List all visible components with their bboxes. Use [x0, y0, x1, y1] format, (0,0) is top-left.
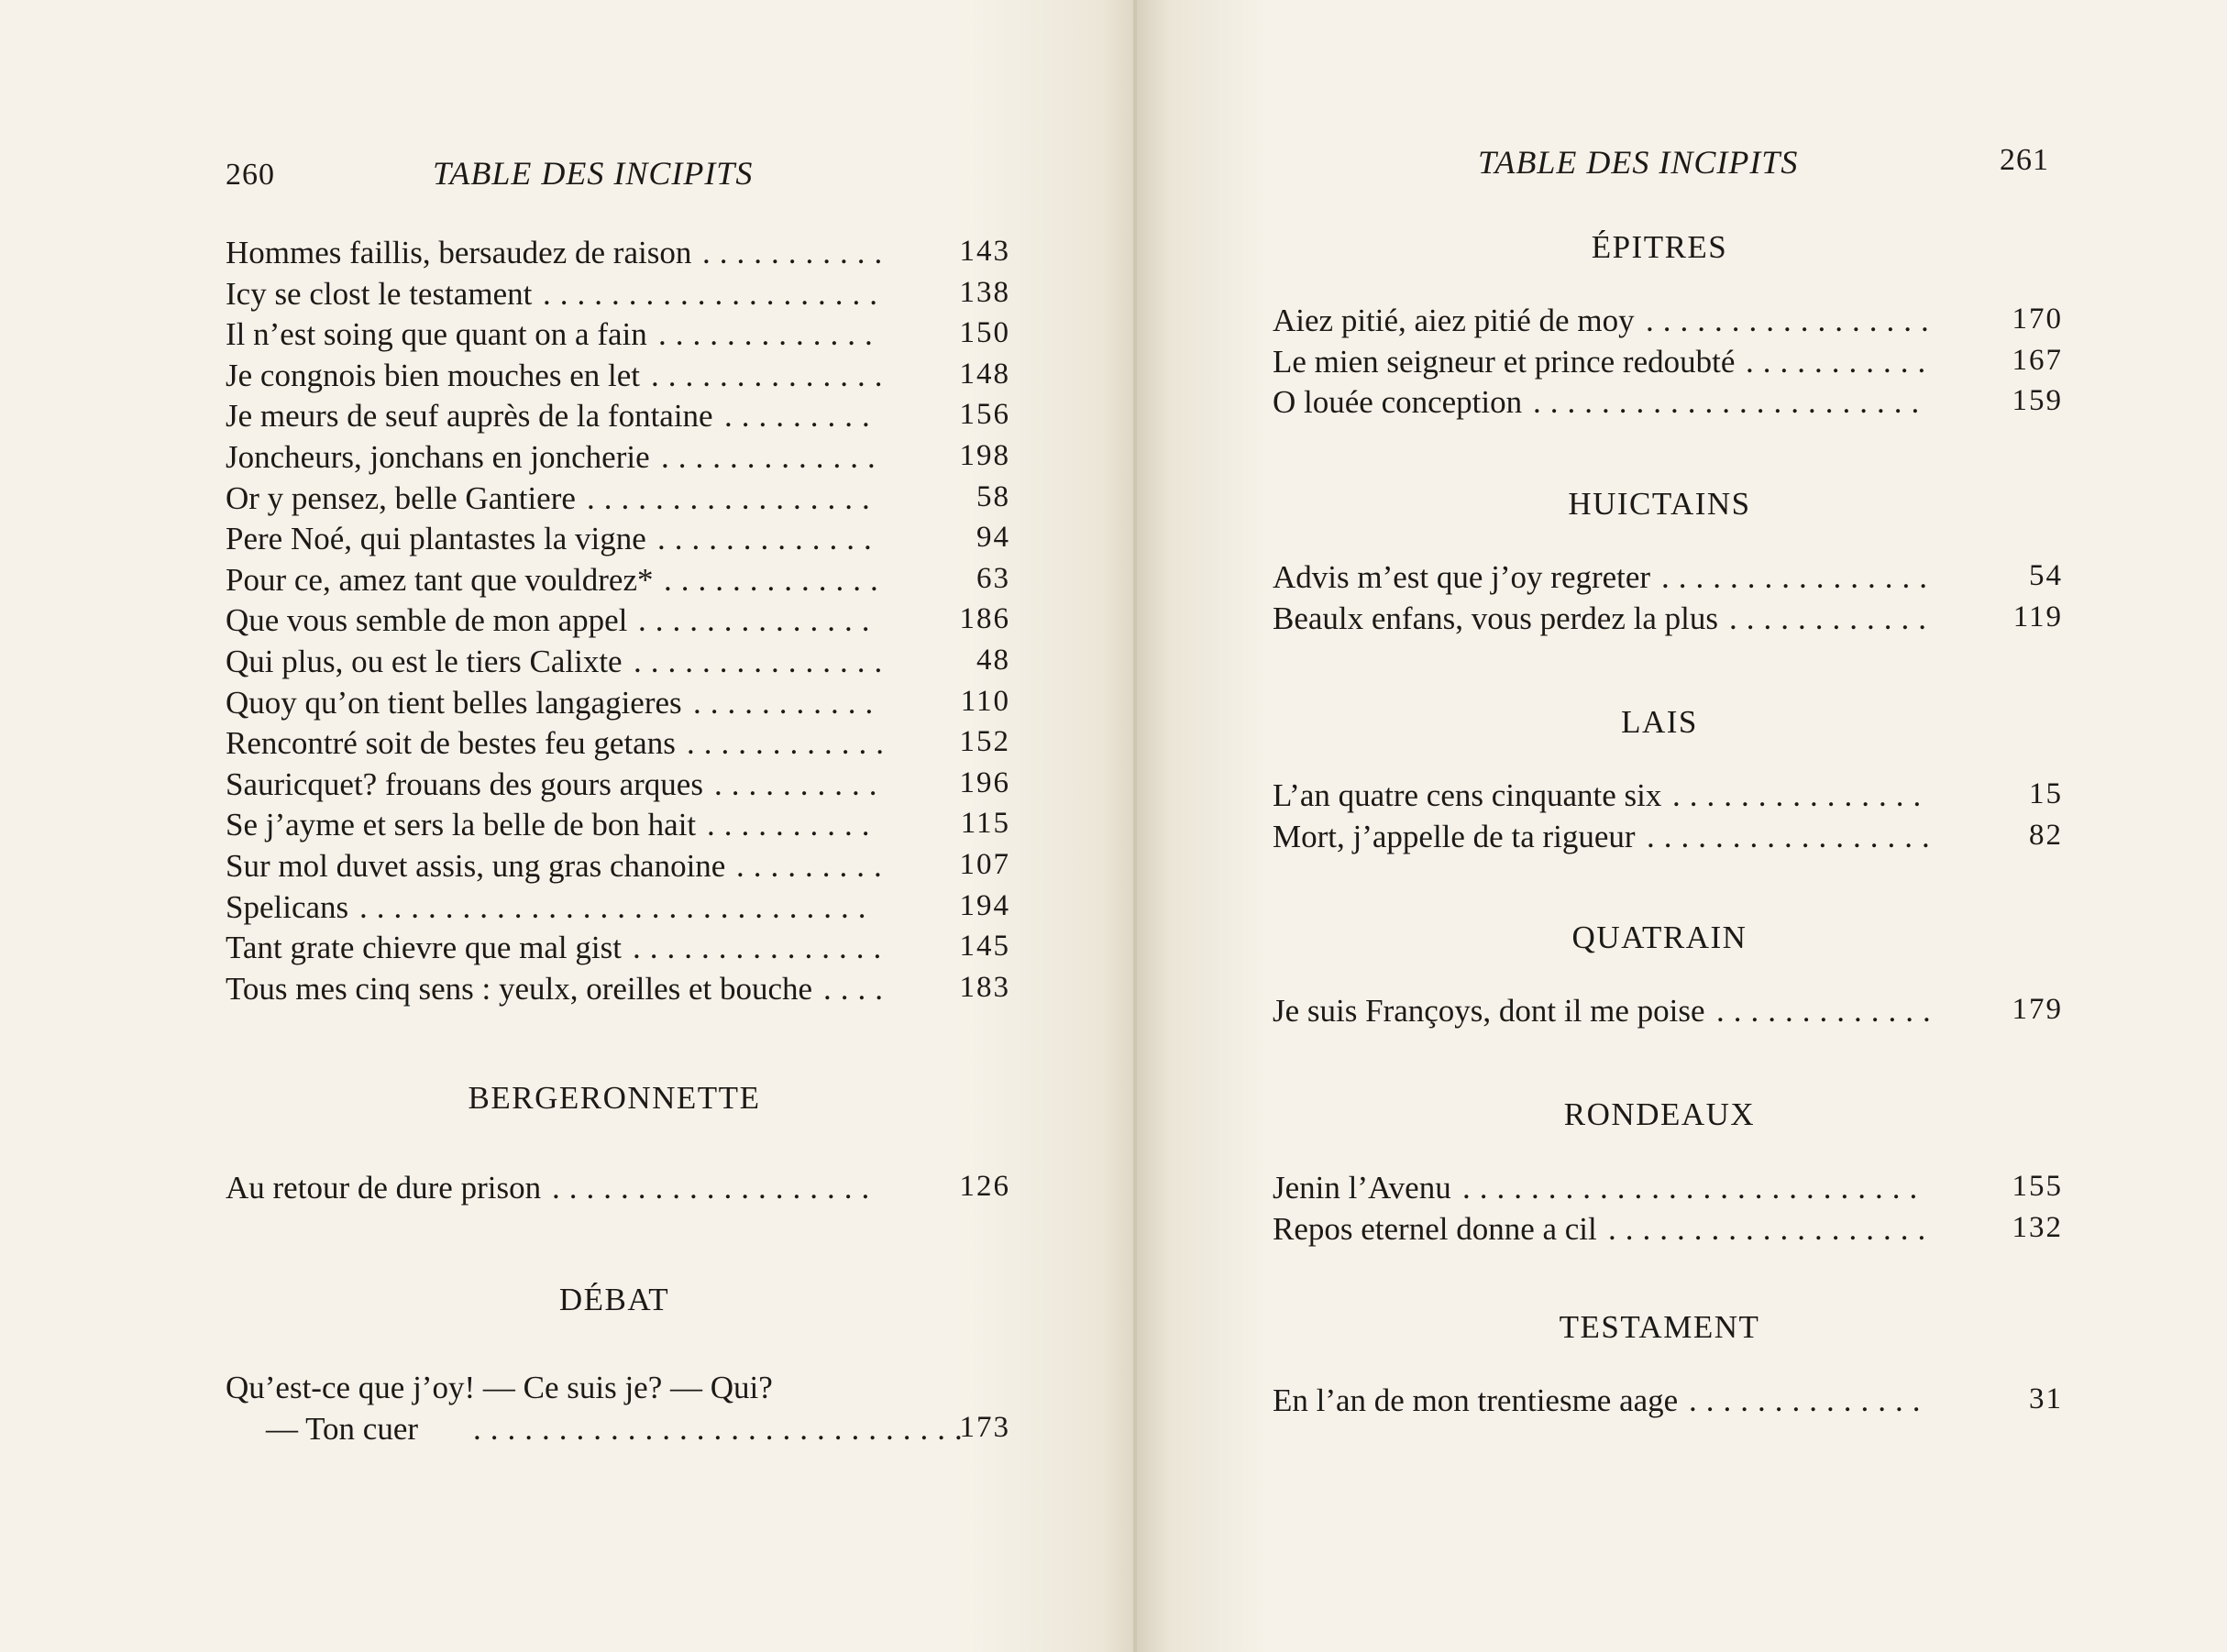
incipit-text: Je congnois bien mouches en let [226, 357, 640, 393]
incipit-list-debat [226, 1370, 1010, 1451]
incipit-list [1273, 303, 2063, 425]
incipit-page-number: 48 [976, 643, 1010, 677]
leader-dots: ............... [633, 930, 891, 966]
list-item [226, 276, 1010, 317]
list-item [226, 316, 1010, 358]
incipit-page-number: 196 [959, 765, 1010, 799]
incipit-text: Que vous semble de mon appel [226, 602, 628, 639]
incipit-page-number: 54 [2029, 559, 2063, 592]
incipit-text: Hommes faillis, bersaudez de raison [226, 235, 692, 270]
list-item [1273, 777, 2063, 819]
list-item [226, 480, 1010, 522]
incipit-list [1273, 559, 2063, 641]
incipit-page-number: 173 [959, 1410, 1010, 1444]
running-title-right: TABLE DES INCIPITS [1478, 144, 1799, 181]
list-item [1273, 993, 2063, 1034]
section-title-testament: TESTAMENT [1559, 1309, 1760, 1345]
leader-dots: ............ [687, 725, 893, 762]
incipit-text: — Ton cuer [266, 1410, 419, 1447]
incipit-page-number: 145 [959, 930, 1010, 964]
incipit-text: Qu’est-ce que j’oy! — Ce suis je? — Qui? [226, 1370, 773, 1405]
list-item [1273, 303, 2063, 344]
incipit-page-number: 119 [2012, 600, 2063, 633]
leader-dots: ............................. [473, 1410, 972, 1447]
incipit-text: L’an quatre cens cinquante six [1273, 777, 1662, 813]
list-item [226, 439, 1010, 480]
incipit-page-number: 155 [2012, 1170, 2063, 1203]
list-item [226, 602, 1010, 644]
leader-dots: ................... [552, 1170, 879, 1206]
incipit-page-number: 82 [2029, 818, 2063, 852]
leader-dots: ......... [736, 847, 891, 884]
leader-dots: ............ [1729, 600, 1935, 636]
incipit-list [1273, 777, 2063, 859]
leader-dots: ........... [693, 684, 883, 721]
incipit-text: Tant grate chievre que mal gist [226, 930, 622, 966]
incipit-text: Se j’ayme et sers la belle de bon hait [226, 807, 697, 843]
list-item [1273, 559, 2063, 600]
list-item [226, 889, 1010, 931]
list-item [226, 807, 1010, 848]
incipit-text: Repos eternel donne a cil [1273, 1210, 1597, 1247]
incipit-text: Rencontré soit de bestes feu getans [226, 725, 676, 762]
incipit-page-number: 179 [2012, 993, 2063, 1026]
leader-dots: ............. [664, 561, 887, 598]
section-title-pitres: ÉPITRES [1591, 229, 1728, 265]
list-item [1273, 1170, 2063, 1211]
list-item [226, 562, 1010, 603]
leader-dots: .............. [651, 357, 892, 393]
incipit-page-number: 167 [2012, 343, 2063, 377]
incipit-text: Au retour de dure prison [226, 1170, 542, 1206]
incipit-text: Icy se clost le testament [226, 275, 533, 312]
list-item [226, 398, 1010, 439]
incipit-page-number: 194 [959, 888, 1010, 922]
incipit-page-number: 132 [2012, 1210, 2063, 1244]
incipit-text: Tous mes cinq sens : yeulx, oreilles et bouche [226, 970, 813, 1007]
list-item [226, 725, 1010, 766]
leader-dots: ............. [1716, 993, 1940, 1029]
incipit-text: Or y pensez, belle Gantiere [226, 479, 576, 516]
incipit-text: O louée conception [1273, 384, 1523, 421]
list-item [226, 1411, 1010, 1452]
leader-dots: .............. [638, 602, 879, 639]
list-item [1273, 344, 2063, 385]
incipit-text: Sauricquet? frouans des gours arques [226, 765, 703, 802]
incipit-text: Je meurs de seuf auprès de la fontaine [226, 398, 713, 435]
leader-dots: ................. [1647, 818, 1939, 854]
list-item [226, 521, 1010, 562]
leader-dots: .................... [543, 275, 887, 312]
list-item [226, 644, 1010, 685]
leader-dots: ............... [1672, 777, 1931, 813]
list-item [226, 930, 1010, 971]
leader-dots: ............... [634, 643, 892, 679]
incipit-list [1273, 1382, 2063, 1424]
incipit-page-number: 115 [960, 807, 1010, 841]
incipit-page-number: 156 [959, 398, 1010, 432]
section-title-quatrain: QUATRAIN [1571, 920, 1747, 955]
incipit-text: Jenin l’Avenu [1273, 1170, 1451, 1206]
list-item [226, 766, 1010, 808]
leader-dots: ........................... [1462, 1170, 1927, 1206]
leader-dots: ................. [1646, 303, 1938, 338]
list-item [1273, 1211, 2063, 1252]
incipit-text: Pere Noé, qui plantastes la vigne [226, 521, 646, 557]
list-item [226, 685, 1010, 726]
incipit-page-number: 150 [959, 316, 1010, 350]
incipit-page-number: 152 [959, 725, 1010, 759]
list-item [226, 358, 1010, 399]
section-title-lais: LAIS [1621, 704, 1698, 740]
incipit-page-number: 110 [960, 684, 1010, 718]
leader-dots: ............. [661, 438, 885, 475]
leader-dots: ............. [658, 316, 882, 353]
incipit-text: Joncheurs, jonchans en joncherie [226, 438, 650, 475]
incipit-page-number: 198 [959, 438, 1010, 472]
list-item [226, 848, 1010, 889]
leader-dots: .............. [1689, 1382, 1930, 1418]
list-item [226, 235, 1010, 276]
incipit-list-main [226, 235, 1010, 1011]
leader-dots: ................... [1608, 1210, 1935, 1247]
leader-dots: .......... [714, 765, 887, 802]
incipit-page-number: 186 [959, 602, 1010, 636]
incipit-page-number: 143 [959, 235, 1010, 268]
incipit-text: Pour ce, amez tant que vouldrez* [226, 561, 654, 598]
list-item [226, 1370, 1010, 1411]
list-item [1273, 1382, 2063, 1424]
leader-dots: ................ [1661, 559, 1936, 595]
incipit-page-number: 107 [959, 847, 1010, 881]
leader-dots: ............. [657, 521, 881, 557]
incipit-text: En l’an de mon trentiesme aage [1273, 1382, 1679, 1418]
incipit-page-number: 63 [976, 561, 1010, 595]
section-title-huictains: HUICTAINS [1568, 486, 1751, 522]
incipit-text: Spelicans [226, 888, 349, 925]
leader-dots: ....................... [1533, 384, 1929, 421]
section-title-debat: DÉBAT [558, 1282, 670, 1317]
running-title-left: TABLE DES INCIPITS [433, 155, 754, 192]
leader-dots: .............................. [359, 888, 876, 925]
incipit-list-bergeronnette [226, 1170, 1010, 1211]
incipit-page-number: 138 [959, 275, 1010, 309]
incipit-page-number: 58 [976, 479, 1010, 513]
incipit-text: Beaulx enfans, vous perdez la plus [1273, 600, 1718, 636]
incipit-text: Qui plus, ou est le tiers Calixte [226, 643, 623, 679]
incipit-page-number: 148 [959, 357, 1010, 391]
section-title-bergeronnette: BERGERONNETTE [468, 1080, 761, 1116]
right-page [1137, 0, 2227, 1652]
incipit-text: Je suis Françoys, dont il me poise [1273, 993, 1705, 1029]
section-title-rondeaux: RONDEAUX [1563, 1096, 1756, 1132]
incipit-page-number: 126 [959, 1170, 1010, 1203]
incipit-page-number: 31 [2029, 1382, 2063, 1415]
incipit-text: Quoy qu’on tient belles langagieres [226, 684, 682, 721]
incipit-page-number: 159 [2012, 384, 2063, 418]
incipit-page-number: 183 [959, 970, 1010, 1004]
list-item [226, 971, 1010, 1012]
incipit-list [1273, 1170, 2063, 1251]
incipit-text: Aiez pitié, aiez pitié de moy [1273, 303, 1635, 338]
leader-dots: ................. [587, 479, 879, 516]
incipit-page-number: 15 [2029, 777, 2063, 810]
list-item [1273, 384, 2063, 425]
incipit-text: Mort, j’appelle de ta rigueur [1273, 818, 1636, 854]
page-number-left: 260 [226, 158, 275, 192]
leader-dots: .... [823, 970, 892, 1007]
page-number-right: 261 [2000, 143, 2049, 177]
incipit-page-number: 94 [976, 521, 1010, 555]
leader-dots: ........... [1746, 343, 1935, 380]
incipit-text: Le mien seigneur et prince redoubté [1273, 343, 1736, 380]
incipit-text: Advis m’est que j’oy regreter [1273, 559, 1651, 595]
list-item [1273, 600, 2063, 642]
incipit-text: Sur mol duvet assis, ung gras chanoine [226, 847, 726, 884]
list-item [1273, 819, 2063, 860]
leader-dots: .......... [707, 807, 879, 843]
leader-dots: ......... [724, 398, 879, 435]
incipit-list [1273, 993, 2063, 1034]
incipit-page-number: 170 [2012, 303, 2063, 336]
leader-dots: ........... [702, 235, 892, 270]
incipit-text: Il n’est soing que quant on a fain [226, 316, 647, 353]
list-item [226, 1170, 1010, 1211]
